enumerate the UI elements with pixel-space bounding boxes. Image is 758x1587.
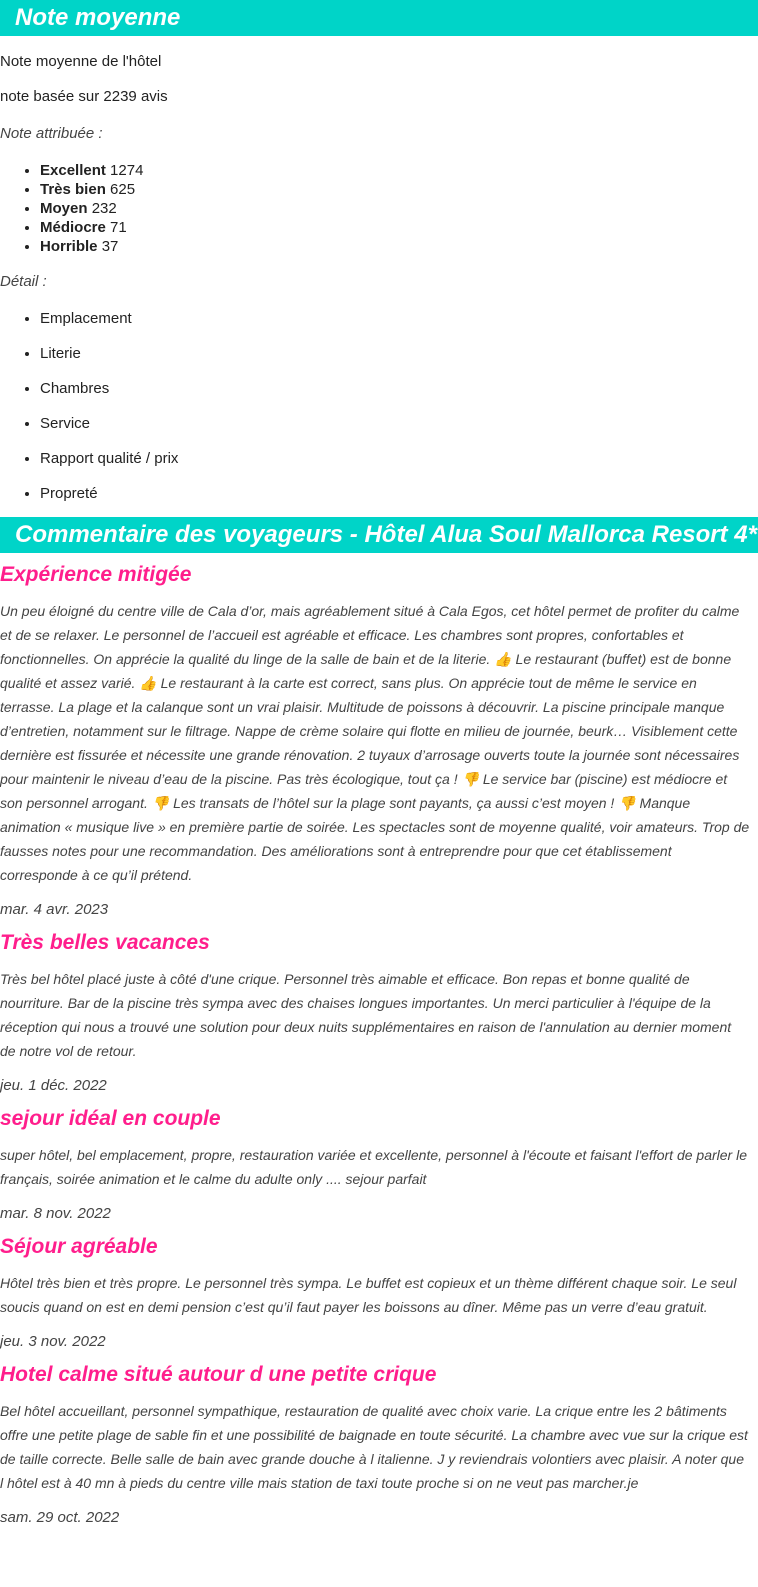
detail-item-service: • Service bbox=[40, 414, 758, 433]
rating-item-mediocre bbox=[40, 218, 758, 237]
review-body: super hôtel, bel emplacement, propre, restauration variée et excellente, personnel à l'écoute et faisant l'effort de parler le français, soirée animation et le calme du adulte only .... sejour parfait bbox=[0, 1147, 747, 1187]
detail-list bbox=[0, 309, 758, 503]
detail-item-proprete: • Propreté bbox=[40, 484, 758, 503]
review-card bbox=[0, 929, 758, 1097]
review-body: Bel hôtel accueillant, personnel sympathique, restauration de qualité avec choix varie. La crique entre les 2 bâtiments offre une petite plage de sable fin et une possibilité de baignade en toute sécurité. La chambre avec vue sur la crique est de taille correcte. Belle salle de bain avec grande douche à l italienne. J y reviendrais volontiers avec plaisir. A noter que l hôtel est à 40 mn à pieds du centre ville mais station de taxi toute proche si on ne veut pas marcher.je bbox=[0, 1403, 748, 1491]
detail-item-literie: • Literie bbox=[40, 344, 758, 363]
detail-item-emplacement: • Emplacement bbox=[40, 309, 758, 328]
review-card bbox=[0, 1361, 758, 1529]
review-date: mar. 4 avr. 2023 bbox=[0, 901, 109, 918]
average-rating-header: Note moyenne bbox=[0, 0, 758, 36]
rating-count: 625 bbox=[110, 181, 136, 198]
review-date: jeu. 1 déc. 2022 bbox=[0, 1077, 107, 1094]
review-title: sejour idéal en couple bbox=[0, 1107, 221, 1130]
average-rating-title: Note moyenne de l'hôtel bbox=[0, 53, 162, 70]
ratings-label: Note attribuée : bbox=[0, 125, 103, 142]
rating-label: Horrible bbox=[40, 238, 98, 255]
rating-label: Médiocre bbox=[40, 219, 106, 236]
review-title: Expérience mitigée bbox=[0, 563, 192, 586]
rating-item-excellent bbox=[40, 161, 758, 180]
review-body: Très bel hôtel placé juste à côté d'une crique. Personnel très aimable et efficace. Bon repas et bonne qualité de nourriture. Bar de la piscine très sympa avec des chaises longues importantes. Un merci particulier à l'équipe de la réception qui nous a trouvé une solution pour deux nuits supplémentaires en raison de l'annulation au dernier moment de notre vol de retour. bbox=[0, 971, 732, 1059]
detail-label: Détail : bbox=[0, 273, 47, 290]
review-card bbox=[0, 1105, 758, 1225]
rating-item-moyen bbox=[40, 199, 758, 218]
review-date: jeu. 3 nov. 2022 bbox=[0, 1333, 106, 1350]
comments-header: Commentaire des voyageurs - Hôtel Alua Soul Mallorca Resort 4* bbox=[0, 517, 758, 553]
rating-count: 1274 bbox=[110, 162, 144, 179]
review-body: Un peu éloigné du centre ville de Cala d’or, mais agréablement situé à Cala Egos, cet hôtel permet de profiter du calme et de se relaxer. Le personnel de l’accueil est agréable et efficace. Les chambres sont propres, confortables et fonctionnelles. On apprécie la qualité du linge de la salle de bain et de la literie. 👍 Le restaurant (buffet) est de bonne qualité et assez varié. 👍 Le restaurant à la carte est correct, sans plus. On apprécie tout de même le service en terrasse. La plage et la calanque sont un vrai plaisir. Multitude de poissons à découvrir. La piscine principale manque d’entretien, notamment sur le filtrage. Nappe de crème solaire qui flotte en milieu de journée, beurk… Visiblement cette dernière est fissurée et nécessite une grande rénovation. 2 tuyaux d’arrosage ouverts toute la journée sont nécessaires pour maintenir le niveau d’eau de la piscine. Pas très écologique, tout ça ! 👎 Le service bar (piscine) est médiocre et son personnel arrogant. 👎 Les transats de l’hôtel sur la plage sont payants, ça aussi c’est moyen ! 👎 Manque animation « musique live » en première partie de soirée. Les spectacles sont de moyenne qualité, voir amateurs. Trop de fausses notes pour une recommandation. Des améliorations sont à entreprendre pour que cet établissement corresponde à ce qu’il prétend. bbox=[0, 603, 750, 883]
review-title: Hotel calme situé autour d une petite crique bbox=[0, 1363, 437, 1386]
rating-item-tres-bien bbox=[40, 180, 758, 199]
rating-label: Excellent bbox=[40, 162, 106, 179]
review-title: Séjour agréable bbox=[0, 1235, 158, 1258]
rating-count: 232 bbox=[91, 200, 117, 217]
detail-item-chambres: • Chambres bbox=[40, 379, 758, 398]
rating-label: Très bien bbox=[40, 181, 106, 198]
detail-item-rapport-qualite-prix: • Rapport qualité / prix bbox=[40, 449, 758, 468]
review-date: mar. 8 nov. 2022 bbox=[0, 1205, 111, 1222]
review-date: sam. 29 oct. 2022 bbox=[0, 1509, 120, 1526]
ratings-list bbox=[0, 161, 758, 256]
review-title: Très belles vacances bbox=[0, 931, 210, 954]
review-card bbox=[0, 1233, 758, 1353]
review-count-text: note basée sur 2239 avis bbox=[0, 88, 168, 105]
rating-count: 37 bbox=[101, 238, 119, 255]
rating-count: 71 bbox=[110, 219, 127, 236]
review-card bbox=[0, 561, 758, 921]
review-body: Hôtel très bien et très propre. Le personnel très sympa. Le buffet est copieux et un thème différent chaque soir. Le seul soucis quand on est en demi pension c’est qu’il faut payer les boissons au dîner. Même pas un verre d’eau gratuit. bbox=[0, 1275, 737, 1315]
rating-item-horrible bbox=[40, 237, 758, 256]
rating-label: Moyen bbox=[40, 200, 88, 217]
